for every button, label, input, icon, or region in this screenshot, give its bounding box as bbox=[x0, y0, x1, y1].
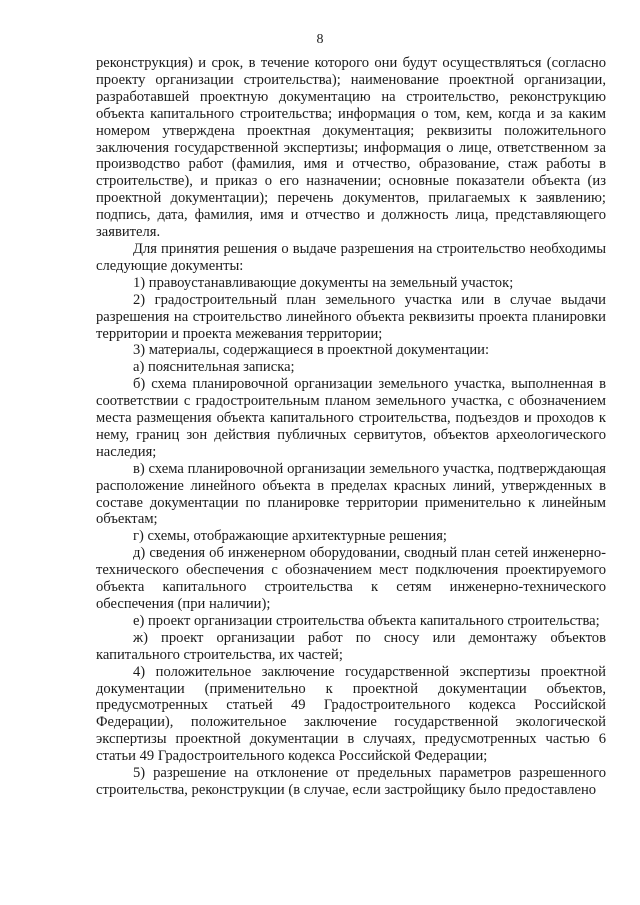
list-item-2-urban-plan: 2) градостроительный план земельного участка или в случае выдачи разрешения на строительство линейного объекта реквизиты проекта планировки территории и проекта межевания территории; bbox=[96, 291, 606, 342]
list-item-3e-construction-organization: е) проект организации строительства объекта капитального строительства; bbox=[133, 612, 600, 629]
list-item-3d-engineering-equipment: д) сведения об инженерном оборудовании, сводный план сетей инженерно-технического обеспечения с обозначением мест подключения проектируемого объекта капитального строительства к сетям инженерно-технического обеспечения (при наличии); bbox=[96, 545, 606, 612]
list-item-3zh-demolition-project: ж) проект организации работ по сносу или демонтажу объектов капитального строительства, их частей; bbox=[96, 629, 606, 663]
paragraph-application-contents-continued: реконструкция) и срок, в течение которого они будут осуществляться (согласно проекту организации строительства); наименование проектной организации, разработавшей проектную документацию на строительство, реконструкцию объекта капитального строительства; информация о том, кем, когда и за каким номером утверждена проектная документация; реквизиты положительного заключения государственной экспертизы; информация о лице, ответственном за производство работ (фамилия, имя и отчество, образование, стаж работы в строительстве), и приказ о его назначении; основные показатели объекта (из проектной документации); перечень документов, прилагаемых к заявлению; подпись, дата, фамилия, имя и отчество и должность лица, представляющего заявителя. bbox=[96, 55, 606, 241]
list-item-3v-linear-object-scheme: в) схема планировочной организации земельного участка, подтверждающая расположение линейного объекта в пределах красных линий, утвержденных в составе документации по планировке территории применительно к линейным объектам; bbox=[96, 460, 606, 528]
list-item-3g-architectural-schemes: г) схемы, отображающие архитектурные решения; bbox=[133, 528, 447, 545]
list-item-1-title-documents: 1) правоустанавливающие документы на земельный участок; bbox=[133, 274, 514, 291]
page-number: 8 bbox=[316, 32, 324, 47]
paragraph-required-documents-intro: Для принятия решения о выдаче разрешения на строительство необходимы следующие документы: bbox=[96, 240, 606, 274]
list-item-3-project-materials: 3) материалы, содержащиеся в проектной документации: bbox=[133, 342, 490, 359]
body-text bbox=[96, 55, 606, 799]
list-item-4-expertise-conclusion: 4) положительное заключение государственной экспертизы проектной документации (применительно к проектной документации объектов, предусмотренных статьей 49 Градостроительного кодекса Российской Федерации), положительное заключение государственной экологической экспертизы проектной документации в случаях, предусмотренных частью 6 статьи 49 Градостроительного кодекса Российской Федерации; bbox=[96, 663, 606, 765]
list-item-5-deviation-permit: 5) разрешение на отклонение от предельных параметров разрешенного строительства, реконструкции (в случае, если застройщику было предоставлено bbox=[96, 765, 606, 798]
list-item-3a-explanatory-note: а) пояснительная записка; bbox=[133, 359, 295, 376]
list-item-3b-site-layout-scheme: б) схема планировочной организации земельного участка, выполненная в соответствии с градостроительным планом земельного участка, с обозначением места размещения объекта капитального строительства, подъездов и проходов к нему, границ зон действия публичных сервитутов, объектов археологического наследия; bbox=[96, 376, 606, 460]
